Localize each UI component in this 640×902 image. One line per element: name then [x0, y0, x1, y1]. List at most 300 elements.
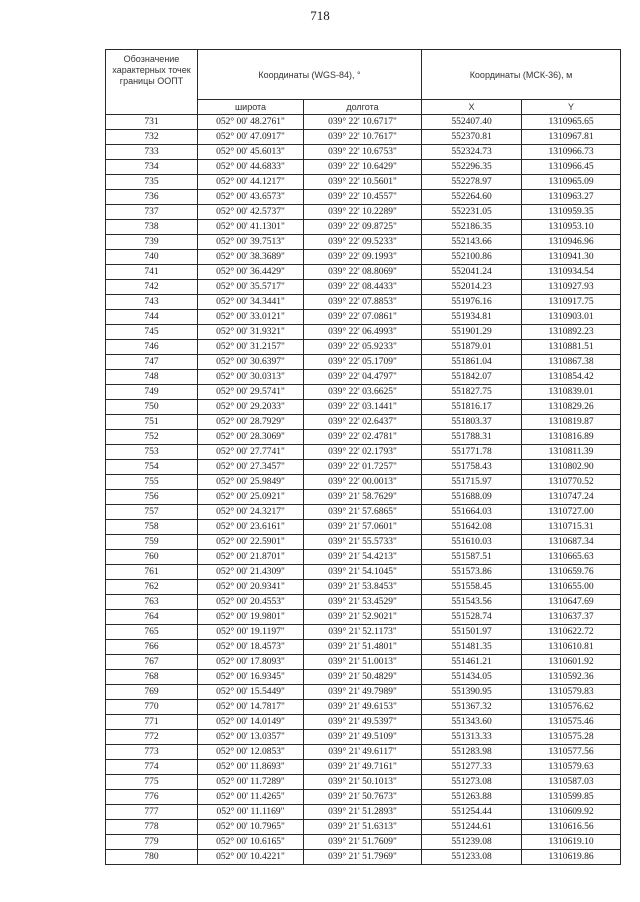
table-row	[106, 820, 621, 835]
table-row	[106, 475, 621, 490]
point-id-cell: 763	[106, 595, 198, 610]
x-coordinate-cell: 551343.60	[422, 715, 522, 730]
point-id-cell: 771	[106, 715, 198, 730]
y-coordinate-cell: 1310839.01	[522, 385, 621, 400]
latitude-cell: 052° 00' 28.3069"	[198, 430, 304, 445]
y-coordinate-cell: 1310829.26	[522, 400, 621, 415]
point-id-cell: 752	[106, 430, 198, 445]
table-row	[106, 160, 621, 175]
latitude-cell: 052° 00' 15.5449"	[198, 685, 304, 700]
point-id-cell: 733	[106, 145, 198, 160]
x-coordinate-cell: 551879.01	[422, 340, 522, 355]
y-coordinate-cell: 1310819.87	[522, 415, 621, 430]
point-id-cell: 750	[106, 400, 198, 415]
table-row	[106, 355, 621, 370]
longitude-cell: 039° 21' 50.4829"	[304, 670, 422, 685]
point-id-cell: 758	[106, 520, 198, 535]
table-row	[106, 640, 621, 655]
x-coordinate-cell: 551367.32	[422, 700, 522, 715]
longitude-cell: 039° 22' 09.5233"	[304, 235, 422, 250]
table-row	[106, 730, 621, 745]
table-row	[106, 535, 621, 550]
point-id-cell: 741	[106, 265, 198, 280]
latitude-cell: 052° 00' 11.8693"	[198, 760, 304, 775]
longitude-cell: 039° 22' 10.7617"	[304, 130, 422, 145]
table-row	[106, 850, 621, 865]
x-coordinate-cell: 552324.73	[422, 145, 522, 160]
table-header	[106, 50, 621, 115]
longitude-cell: 039° 21' 51.0013"	[304, 655, 422, 670]
y-coordinate-cell: 1310622.72	[522, 625, 621, 640]
x-coordinate-cell: 551434.05	[422, 670, 522, 685]
y-coordinate-cell: 1310687.34	[522, 535, 621, 550]
table-row	[106, 310, 621, 325]
latitude-cell: 052° 00' 16.9345"	[198, 670, 304, 685]
longitude-cell: 039° 21' 51.7969"	[304, 850, 422, 865]
point-id-cell: 753	[106, 445, 198, 460]
msk36-coordinates-header: Координаты (МСК-36), м	[422, 50, 621, 100]
y-coordinate-cell: 1310941.30	[522, 250, 621, 265]
table-row	[106, 130, 621, 145]
point-id-cell: 740	[106, 250, 198, 265]
longitude-cell: 039° 22' 10.5601"	[304, 175, 422, 190]
latitude-cell: 052° 00' 10.7965"	[198, 820, 304, 835]
point-id-cell: 743	[106, 295, 198, 310]
longitude-cell: 039° 22' 10.6753"	[304, 145, 422, 160]
latitude-cell: 052° 00' 25.0921"	[198, 490, 304, 505]
longitude-cell: 039° 21' 50.1013"	[304, 775, 422, 790]
longitude-cell: 039° 21' 49.6153"	[304, 700, 422, 715]
longitude-cell: 039° 21' 49.5109"	[304, 730, 422, 745]
x-coordinate-cell: 551771.78	[422, 445, 522, 460]
table-row	[106, 385, 621, 400]
table-row	[106, 190, 621, 205]
table-row	[106, 175, 621, 190]
x-coordinate-cell: 551263.88	[422, 790, 522, 805]
x-coordinate-cell: 551254.44	[422, 805, 522, 820]
x-coordinate-cell: 551688.09	[422, 490, 522, 505]
table-row	[106, 400, 621, 415]
y-coordinate-cell: 1310599.85	[522, 790, 621, 805]
point-id-cell: 755	[106, 475, 198, 490]
y-coordinate-cell: 1310934.54	[522, 265, 621, 280]
x-coordinate-cell: 552278.97	[422, 175, 522, 190]
table-row	[106, 745, 621, 760]
x-coordinate-cell: 551587.51	[422, 550, 522, 565]
y-coordinate-cell: 1310881.51	[522, 340, 621, 355]
y-coordinate-cell: 1310655.00	[522, 580, 621, 595]
x-coordinate-cell: 551803.37	[422, 415, 522, 430]
latitude-cell: 052° 00' 28.7929"	[198, 415, 304, 430]
latitude-cell: 052° 00' 35.5717"	[198, 280, 304, 295]
point-id-cell: 735	[106, 175, 198, 190]
longitude-cell: 039° 22' 09.8725"	[304, 220, 422, 235]
table-row	[106, 775, 621, 790]
point-id-cell: 766	[106, 640, 198, 655]
longitude-cell: 039° 22' 00.0013"	[304, 475, 422, 490]
latitude-cell: 052° 00' 11.1169"	[198, 805, 304, 820]
table-row	[106, 280, 621, 295]
latitude-cell: 052° 00' 29.2033"	[198, 400, 304, 415]
longitude-cell: 039° 21' 51.2893"	[304, 805, 422, 820]
latitude-cell: 052° 00' 11.7289"	[198, 775, 304, 790]
y-coordinate-cell: 1310647.69	[522, 595, 621, 610]
x-coordinate-cell: 551758.43	[422, 460, 522, 475]
x-coordinate-cell: 551244.61	[422, 820, 522, 835]
latitude-cell: 052° 00' 21.8701"	[198, 550, 304, 565]
point-id-cell: 739	[106, 235, 198, 250]
x-coordinate-cell: 551501.97	[422, 625, 522, 640]
point-id-cell: 737	[106, 205, 198, 220]
x-coordinate-cell: 552143.66	[422, 235, 522, 250]
point-id-cell: 761	[106, 565, 198, 580]
y-coordinate-cell: 1310619.86	[522, 850, 621, 865]
longitude-cell: 039° 21' 55.5733"	[304, 535, 422, 550]
latitude-cell: 052° 00' 44.6833"	[198, 160, 304, 175]
latitude-cell: 052° 00' 39.7513"	[198, 235, 304, 250]
point-id-cell: 745	[106, 325, 198, 340]
longitude-cell: 039° 22' 09.1993"	[304, 250, 422, 265]
latitude-cell: 052° 00' 24.3217"	[198, 505, 304, 520]
latitude-cell: 052° 00' 43.6573"	[198, 190, 304, 205]
longitude-cell: 039° 22' 10.6429"	[304, 160, 422, 175]
longitude-cell: 039° 22' 08.4433"	[304, 280, 422, 295]
latitude-cell: 052° 00' 13.0357"	[198, 730, 304, 745]
latitude-cell: 052° 00' 11.4265"	[198, 790, 304, 805]
latitude-cell: 052° 00' 12.0853"	[198, 745, 304, 760]
y-coordinate-cell: 1310601.92	[522, 655, 621, 670]
point-id-cell: 767	[106, 655, 198, 670]
x-coordinate-cell: 551273.08	[422, 775, 522, 790]
table-row	[106, 235, 621, 250]
longitude-cell: 039° 22' 02.6437"	[304, 415, 422, 430]
point-id-cell: 778	[106, 820, 198, 835]
latitude-cell: 052° 00' 38.3689"	[198, 250, 304, 265]
table-row	[106, 460, 621, 475]
latitude-cell: 052° 00' 20.4553"	[198, 595, 304, 610]
x-coordinate-cell: 551277.33	[422, 760, 522, 775]
x-coordinate-cell: 551528.74	[422, 610, 522, 625]
y-coordinate-cell: 1310609.92	[522, 805, 621, 820]
y-coordinate-cell: 1310715.31	[522, 520, 621, 535]
y-coordinate-cell: 1310637.37	[522, 610, 621, 625]
table-body	[106, 115, 621, 865]
x-coordinate-cell: 551543.56	[422, 595, 522, 610]
point-id-cell: 769	[106, 685, 198, 700]
table-row	[106, 670, 621, 685]
latitude-cell: 052° 00' 31.9321"	[198, 325, 304, 340]
longitude-cell: 039° 21' 51.6313"	[304, 820, 422, 835]
point-id-cell: 776	[106, 790, 198, 805]
longitude-cell: 039° 21' 49.5397"	[304, 715, 422, 730]
table-row	[106, 685, 621, 700]
point-id-cell: 746	[106, 340, 198, 355]
point-id-cell: 773	[106, 745, 198, 760]
x-coordinate-cell: 551239.08	[422, 835, 522, 850]
x-coordinate-cell: 552100.86	[422, 250, 522, 265]
y-coordinate-cell: 1310665.63	[522, 550, 621, 565]
x-coordinate-cell: 551664.03	[422, 505, 522, 520]
latitude-cell: 052° 00' 25.9849"	[198, 475, 304, 490]
latitude-cell: 052° 00' 27.3457"	[198, 460, 304, 475]
y-coordinate-cell: 1310619.10	[522, 835, 621, 850]
latitude-cell: 052° 00' 31.2157"	[198, 340, 304, 355]
y-coordinate-cell: 1310963.27	[522, 190, 621, 205]
point-id-cell: 765	[106, 625, 198, 640]
x-coordinate-cell: 552296.35	[422, 160, 522, 175]
table-row	[106, 505, 621, 520]
x-coordinate-cell: 551842.07	[422, 370, 522, 385]
x-coordinate-cell: 551283.98	[422, 745, 522, 760]
longitude-cell: 039° 21' 51.7609"	[304, 835, 422, 850]
point-id-cell: 779	[106, 835, 198, 850]
y-coordinate-cell: 1310576.62	[522, 700, 621, 715]
x-coordinate-cell: 551313.33	[422, 730, 522, 745]
y-coordinate-cell: 1310747.24	[522, 490, 621, 505]
x-coordinate-cell: 552264.60	[422, 190, 522, 205]
point-id-cell: 774	[106, 760, 198, 775]
point-id-cell: 751	[106, 415, 198, 430]
longitude-cell: 039° 22' 06.4993"	[304, 325, 422, 340]
y-coordinate-cell: 1310802.90	[522, 460, 621, 475]
y-coordinate-cell: 1310965.65	[522, 115, 621, 130]
longitude-header: долгота	[304, 100, 422, 115]
latitude-cell: 052° 00' 29.5741"	[198, 385, 304, 400]
y-coordinate-cell: 1310946.96	[522, 235, 621, 250]
longitude-cell: 039° 21' 49.7989"	[304, 685, 422, 700]
longitude-cell: 039° 21' 52.9021"	[304, 610, 422, 625]
longitude-cell: 039° 21' 52.1173"	[304, 625, 422, 640]
y-coordinate-cell: 1310965.09	[522, 175, 621, 190]
table-row	[106, 295, 621, 310]
table-row	[106, 340, 621, 355]
table-row	[106, 205, 621, 220]
table-row	[106, 220, 621, 235]
latitude-cell: 052° 00' 42.5737"	[198, 205, 304, 220]
longitude-cell: 039° 22' 07.0861"	[304, 310, 422, 325]
longitude-cell: 039° 22' 10.4557"	[304, 190, 422, 205]
latitude-header: широта	[198, 100, 304, 115]
table-row	[106, 625, 621, 640]
x-coordinate-cell: 552186.35	[422, 220, 522, 235]
y-coordinate-cell: 1310966.45	[522, 160, 621, 175]
longitude-cell: 039° 22' 01.7257"	[304, 460, 422, 475]
longitude-cell: 039° 21' 57.0601"	[304, 520, 422, 535]
y-coordinate-cell: 1310903.01	[522, 310, 621, 325]
latitude-cell: 052° 00' 20.9341"	[198, 580, 304, 595]
y-coordinate-cell: 1310816.89	[522, 430, 621, 445]
table-row	[106, 565, 621, 580]
table-row	[106, 445, 621, 460]
table-row	[106, 580, 621, 595]
x-coordinate-cell: 551573.86	[422, 565, 522, 580]
latitude-cell: 052° 00' 34.3441"	[198, 295, 304, 310]
y-coordinate-cell: 1310953.10	[522, 220, 621, 235]
latitude-cell: 052° 00' 22.5901"	[198, 535, 304, 550]
table-row	[106, 610, 621, 625]
table-row	[106, 760, 621, 775]
point-id-cell: 768	[106, 670, 198, 685]
y-coordinate-cell: 1310917.75	[522, 295, 621, 310]
longitude-cell: 039° 21' 49.6117"	[304, 745, 422, 760]
longitude-cell: 039° 21' 54.4213"	[304, 550, 422, 565]
table-row	[106, 415, 621, 430]
x-coordinate-cell: 551610.03	[422, 535, 522, 550]
table-row	[106, 805, 621, 820]
longitude-cell: 039° 21' 53.8453"	[304, 580, 422, 595]
x-coordinate-cell: 551715.97	[422, 475, 522, 490]
x-coordinate-cell: 551481.35	[422, 640, 522, 655]
y-coordinate-cell: 1310579.83	[522, 685, 621, 700]
latitude-cell: 052° 00' 10.6165"	[198, 835, 304, 850]
y-coordinate-cell: 1310811.39	[522, 445, 621, 460]
y-coordinate-cell: 1310854.42	[522, 370, 621, 385]
longitude-cell: 039° 21' 53.4529"	[304, 595, 422, 610]
latitude-cell: 052° 00' 21.4309"	[198, 565, 304, 580]
point-id-cell: 757	[106, 505, 198, 520]
latitude-cell: 052° 00' 48.2761"	[198, 115, 304, 130]
point-id-cell: 747	[106, 355, 198, 370]
table-row	[106, 145, 621, 160]
y-coordinate-cell: 1310575.28	[522, 730, 621, 745]
point-id-cell: 775	[106, 775, 198, 790]
latitude-cell: 052° 00' 23.6161"	[198, 520, 304, 535]
longitude-cell: 039° 22' 04.4797"	[304, 370, 422, 385]
point-id-cell: 764	[106, 610, 198, 625]
y-coordinate-cell: 1310579.63	[522, 760, 621, 775]
x-header: X	[422, 100, 522, 115]
latitude-cell: 052° 00' 17.8093"	[198, 655, 304, 670]
y-coordinate-cell: 1310959.35	[522, 205, 621, 220]
x-coordinate-cell: 551976.16	[422, 295, 522, 310]
table-row	[106, 115, 621, 130]
table-row	[106, 370, 621, 385]
latitude-cell: 052° 00' 41.1301"	[198, 220, 304, 235]
x-coordinate-cell: 552014.23	[422, 280, 522, 295]
x-coordinate-cell: 551861.04	[422, 355, 522, 370]
longitude-cell: 039° 22' 03.6625"	[304, 385, 422, 400]
table-row	[106, 325, 621, 340]
point-id-cell: 756	[106, 490, 198, 505]
x-coordinate-cell: 552231.05	[422, 205, 522, 220]
latitude-cell: 052° 00' 27.7741"	[198, 445, 304, 460]
latitude-cell: 052° 00' 36.4429"	[198, 265, 304, 280]
y-coordinate-cell: 1310867.38	[522, 355, 621, 370]
longitude-cell: 039° 21' 57.6865"	[304, 505, 422, 520]
point-id-cell: 731	[106, 115, 198, 130]
longitude-cell: 039° 22' 10.2289"	[304, 205, 422, 220]
longitude-cell: 039° 22' 08.8069"	[304, 265, 422, 280]
longitude-cell: 039° 22' 07.8853"	[304, 295, 422, 310]
page-number: 718	[310, 8, 330, 23]
longitude-cell: 039° 21' 51.4801"	[304, 640, 422, 655]
latitude-cell: 052° 00' 10.4221"	[198, 850, 304, 865]
longitude-cell: 039° 21' 50.7673"	[304, 790, 422, 805]
x-coordinate-cell: 551934.81	[422, 310, 522, 325]
latitude-cell: 052° 00' 19.1197"	[198, 625, 304, 640]
point-designation-header: Обозначение характерных точек границы ООПТ	[106, 50, 198, 115]
y-coordinate-cell: 1310967.81	[522, 130, 621, 145]
table-row	[106, 490, 621, 505]
point-id-cell: 760	[106, 550, 198, 565]
y-coordinate-cell: 1310577.56	[522, 745, 621, 760]
coordinates-table	[105, 49, 621, 865]
latitude-cell: 052° 00' 44.1217"	[198, 175, 304, 190]
point-id-cell: 780	[106, 850, 198, 865]
y-coordinate-cell: 1310592.36	[522, 670, 621, 685]
y-coordinate-cell: 1310659.76	[522, 565, 621, 580]
table-row	[106, 700, 621, 715]
x-coordinate-cell: 552407.40	[422, 115, 522, 130]
point-id-cell: 744	[106, 310, 198, 325]
point-id-cell: 759	[106, 535, 198, 550]
longitude-cell: 039° 22' 02.1793"	[304, 445, 422, 460]
point-id-cell: 732	[106, 130, 198, 145]
point-id-cell: 736	[106, 190, 198, 205]
y-coordinate-cell: 1310927.93	[522, 280, 621, 295]
latitude-cell: 052° 00' 47.0917"	[198, 130, 304, 145]
table-row	[106, 430, 621, 445]
longitude-cell: 039° 22' 05.9233"	[304, 340, 422, 355]
point-id-cell: 734	[106, 160, 198, 175]
table-row	[106, 520, 621, 535]
x-coordinate-cell: 551827.75	[422, 385, 522, 400]
y-coordinate-cell: 1310966.73	[522, 145, 621, 160]
longitude-cell: 039° 21' 58.7629"	[304, 490, 422, 505]
x-coordinate-cell: 551788.31	[422, 430, 522, 445]
point-id-cell: 772	[106, 730, 198, 745]
table-row	[106, 835, 621, 850]
y-coordinate-cell: 1310770.52	[522, 475, 621, 490]
latitude-cell: 052° 00' 14.7817"	[198, 700, 304, 715]
latitude-cell: 052° 00' 45.6013"	[198, 145, 304, 160]
x-coordinate-cell: 551816.17	[422, 400, 522, 415]
longitude-cell: 039° 22' 10.6717"	[304, 115, 422, 130]
table-row	[106, 265, 621, 280]
point-id-cell: 742	[106, 280, 198, 295]
x-coordinate-cell: 551233.08	[422, 850, 522, 865]
point-id-cell: 738	[106, 220, 198, 235]
longitude-cell: 039° 21' 54.1045"	[304, 565, 422, 580]
table-row	[106, 715, 621, 730]
y-header: Y	[522, 100, 621, 115]
table-row	[106, 250, 621, 265]
table-row	[106, 550, 621, 565]
x-coordinate-cell: 551461.21	[422, 655, 522, 670]
longitude-cell: 039° 21' 49.7161"	[304, 760, 422, 775]
point-id-cell: 762	[106, 580, 198, 595]
x-coordinate-cell: 551558.45	[422, 580, 522, 595]
point-id-cell: 770	[106, 700, 198, 715]
y-coordinate-cell: 1310616.56	[522, 820, 621, 835]
table-row	[106, 655, 621, 670]
x-coordinate-cell: 552370.81	[422, 130, 522, 145]
longitude-cell: 039° 22' 03.1441"	[304, 400, 422, 415]
x-coordinate-cell: 551390.95	[422, 685, 522, 700]
table-row	[106, 790, 621, 805]
y-coordinate-cell: 1310575.46	[522, 715, 621, 730]
latitude-cell: 052° 00' 14.0149"	[198, 715, 304, 730]
longitude-cell: 039° 22' 05.1709"	[304, 355, 422, 370]
longitude-cell: 039° 22' 02.4781"	[304, 430, 422, 445]
x-coordinate-cell: 551901.29	[422, 325, 522, 340]
point-id-cell: 754	[106, 460, 198, 475]
point-id-cell: 748	[106, 370, 198, 385]
point-id-cell: 749	[106, 385, 198, 400]
x-coordinate-cell: 552041.24	[422, 265, 522, 280]
x-coordinate-cell: 551642.08	[422, 520, 522, 535]
y-coordinate-cell: 1310610.81	[522, 640, 621, 655]
